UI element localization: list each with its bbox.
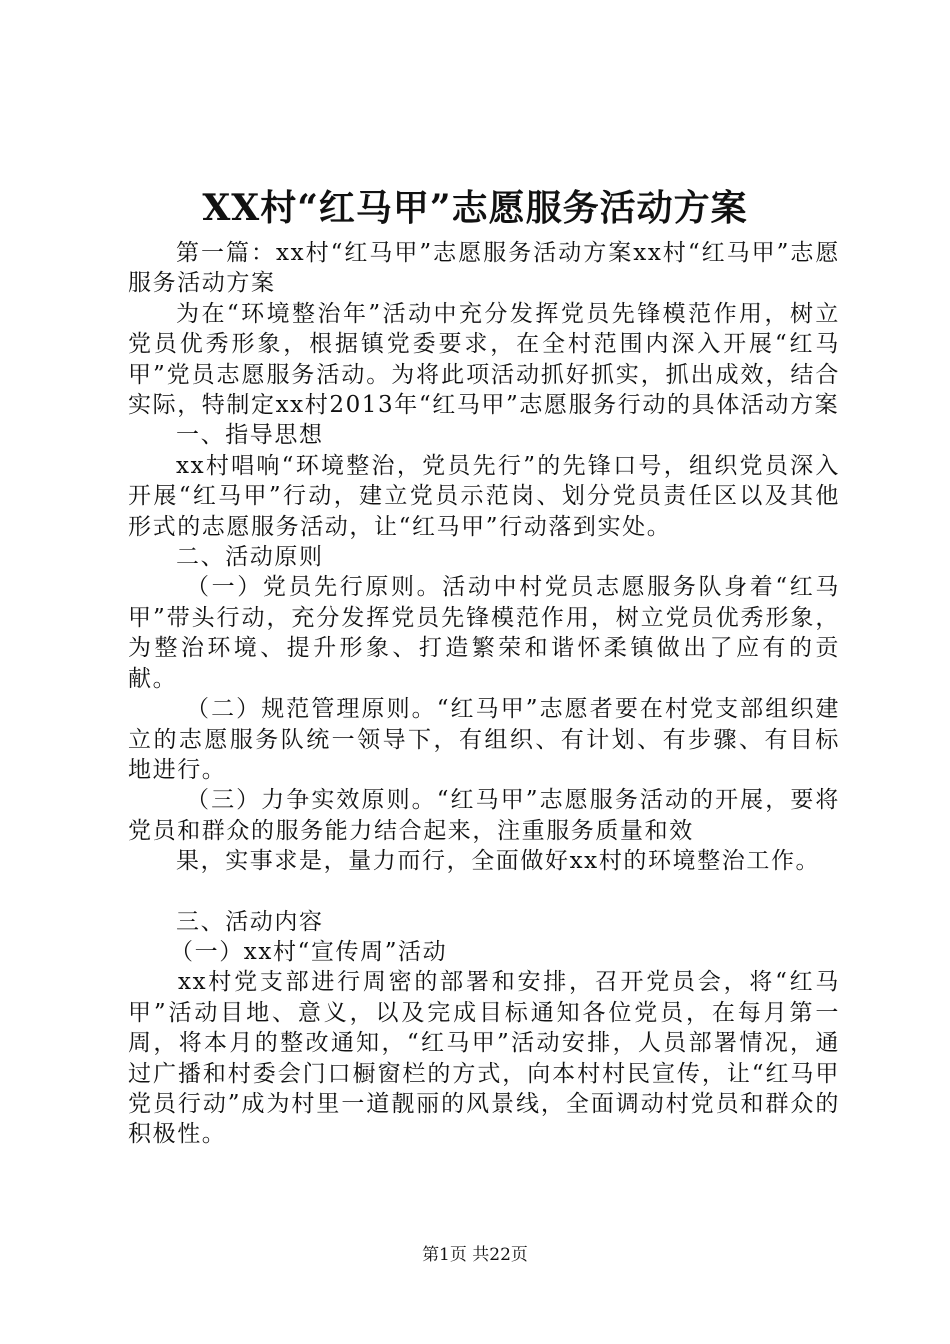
paragraph-intro: 第一篇：xx村“红马甲”志愿服务活动方案xx村“红马甲”志愿服务活动方案 bbox=[128, 240, 840, 297]
document-body bbox=[128, 238, 840, 1150]
paragraph-guiding-ideology: xx村唱响“环境整治，党员先行”的先锋口号，组织党员深入开展“红马甲”行动，建立党员示范岗、划分党员责任区以及其他形式的志愿服务活动，让“红马甲”行动落到实处。 bbox=[128, 452, 840, 540]
document-title: XX村“红马甲”志愿服务活动方案 bbox=[202, 187, 748, 229]
paragraph-principle-2: （二）规范管理原则。“红马甲”志愿者要在村党支部组织建立的志愿服务队统一领导下，有组织、有计划、有步骤、有目标地进行。 bbox=[128, 696, 840, 783]
paragraph-principle-1: （一）党员先行原则。活动中村党员志愿服务队身着“红马甲”带头行动，充分发挥党员先锋模范作用，树立党员优秀形象，为整治环境、提升形象、打造繁荣和谐怀柔镇做出了应有的贡献。 bbox=[128, 574, 840, 692]
paragraph-purpose: 为在“环境整治年”活动中充分发挥党员先锋模范作用，树立党员优秀形象，根据镇党委要求，在全村范围内深入开展“红马甲”党员志愿服务活动。为将此项活动抓好抓实，抓出成效，结合实际，特制定xx村2013年“红马甲”志愿服务行动的具体活动方案 bbox=[128, 300, 840, 419]
heading-guiding-ideology: 一、指导思想 bbox=[176, 422, 324, 449]
heading-activity-principles: 二、活动原则 bbox=[176, 544, 324, 571]
page-number-footer: 第1页 共22页 bbox=[422, 1245, 528, 1265]
heading-activity-content: 三、活动内容 bbox=[176, 908, 324, 935]
blank-line bbox=[128, 877, 840, 907]
paragraph-publicity-week: xx村党支部进行周密的部署和安排，召开党员会，将“红马甲”活动目地、意义，以及完成目标通知各位党员，在每月第一周，将本月的整改通知，“红马甲”活动安排，人员部署情况，通过广播和村委会门口橱窗栏的方式，向本村村民宣传，让“红马甲党员行动”成为村里一道靓丽的风景线，全面调动村党员和群众的积极性。 bbox=[128, 969, 840, 1148]
paragraph-principle-3: （三）力争实效原则。“红马甲”志愿服务活动的开展，要将党员和群众的服务能力结合起来，注重服务质量和效 bbox=[128, 787, 840, 844]
heading-publicity-week: （一）xx村“宣传周”活动 bbox=[170, 938, 448, 965]
paragraph-principle-3-continued: 果，实事求是，量力而行，全面做好xx村的环境整治工作。 bbox=[176, 848, 821, 875]
